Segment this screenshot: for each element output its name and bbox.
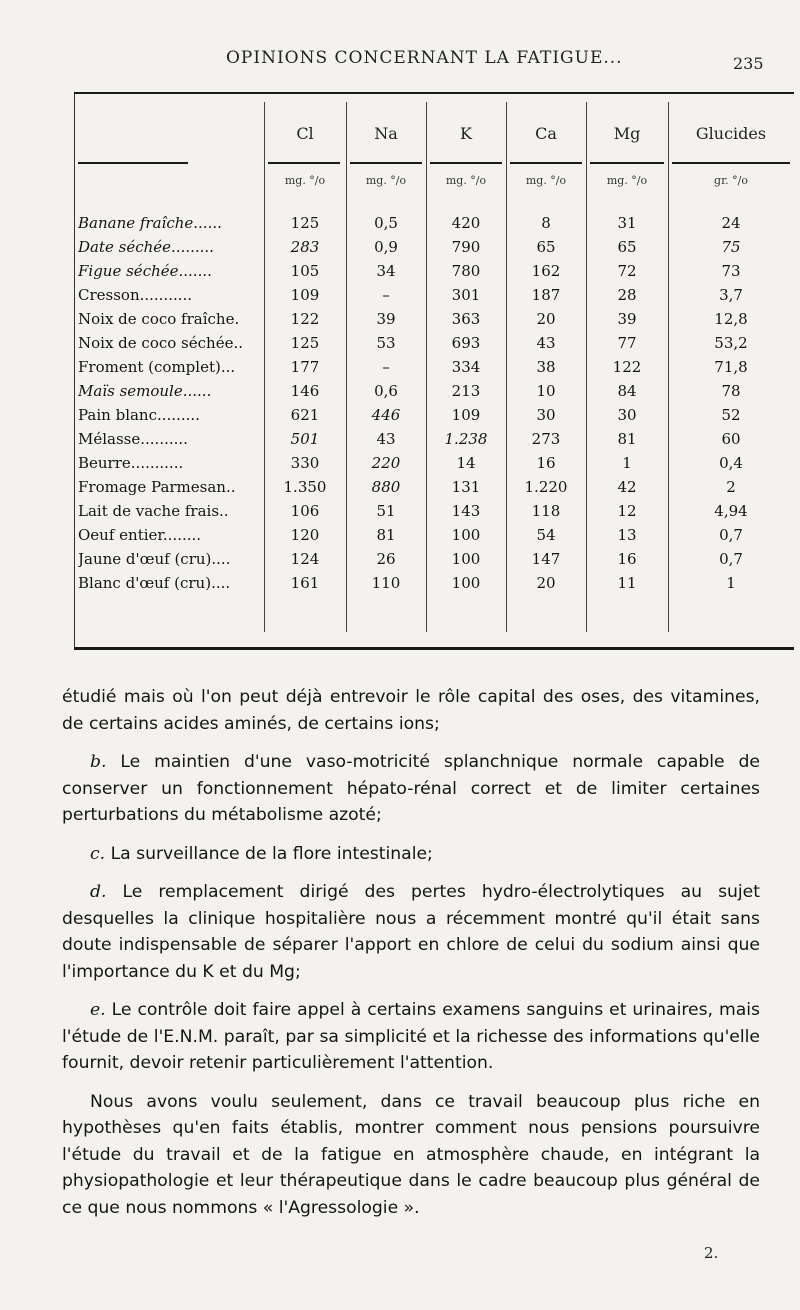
value-cl: 109 bbox=[290, 286, 320, 304]
paragraph-text: Le contrôle doit faire appel à certains examens sanguins et urinaires, mais l'étude de l'E.N.M. paraît, par sa simplicité et la richesse des informations qu'elle fournit, devoir retenir particulièrement l'attention. bbox=[62, 1000, 760, 1073]
value-glucides: 24 bbox=[721, 214, 741, 232]
value-k: 420 bbox=[451, 214, 481, 232]
value-na: – bbox=[382, 358, 390, 376]
value-k: 100 bbox=[451, 574, 481, 592]
value-ca: 20 bbox=[536, 310, 556, 328]
food-name: Lait de vache frais.. bbox=[78, 502, 229, 520]
value-cl: 124 bbox=[290, 550, 320, 568]
value-k: 100 bbox=[451, 550, 481, 568]
value-mg: 1 bbox=[622, 454, 632, 472]
value-cl: 122 bbox=[290, 310, 320, 328]
food-name: Noix de coco séchée.. bbox=[78, 334, 243, 352]
value-mg: 122 bbox=[612, 358, 642, 376]
value-na: 0,9 bbox=[374, 238, 398, 256]
table-row bbox=[74, 284, 794, 308]
table-row bbox=[74, 524, 794, 548]
col-head-k: K bbox=[460, 124, 472, 143]
value-cl: 330 bbox=[290, 454, 320, 472]
table-row bbox=[74, 356, 794, 380]
value-k: 780 bbox=[451, 262, 481, 280]
paragraph-conclusion bbox=[62, 1089, 760, 1222]
running-title: OPINIONS CONCERNANT LA FATIGUE... bbox=[226, 48, 623, 68]
value-cl: 283 bbox=[290, 238, 320, 256]
value-ca: 118 bbox=[531, 502, 561, 520]
value-ca: 54 bbox=[536, 526, 556, 544]
value-ca: 8 bbox=[541, 214, 551, 232]
value-glucides: 0,7 bbox=[719, 526, 743, 544]
value-na: 880 bbox=[371, 478, 401, 496]
table-row bbox=[74, 548, 794, 572]
value-na: 446 bbox=[371, 406, 401, 424]
food-name: Pain blanc......... bbox=[78, 406, 200, 424]
paragraph-b bbox=[62, 749, 760, 829]
header-rule bbox=[590, 162, 664, 164]
value-cl: 1.350 bbox=[283, 478, 327, 496]
value-cl: 125 bbox=[290, 334, 320, 352]
value-k: 693 bbox=[451, 334, 481, 352]
value-glucides: 12,8 bbox=[714, 310, 748, 328]
header-rule bbox=[350, 162, 422, 164]
value-k: 301 bbox=[451, 286, 481, 304]
value-k: 213 bbox=[451, 382, 481, 400]
value-ca: 1.220 bbox=[524, 478, 568, 496]
value-ca: 20 bbox=[536, 574, 556, 592]
food-name: Beurre........... bbox=[78, 454, 184, 472]
value-k: 109 bbox=[451, 406, 481, 424]
value-ca: 187 bbox=[531, 286, 561, 304]
unit-na: mg. °/o bbox=[365, 174, 407, 187]
list-letter: e. bbox=[90, 1000, 106, 1020]
paragraph-text: Nous avons voulu seulement, dans ce travail beaucoup plus riche en hypothèses qu'en faits établis, montrer comment nous pensions poursuivre l'étude du travail et de la fatigue en atmosphère chaude, en intégrant la physiopathologie et leur thérapeutique dans le cadre beaucoup plus général de ce que nous nommons « l'Agressologie ». bbox=[62, 1091, 760, 1218]
food-name: Figue séchée....... bbox=[78, 262, 212, 280]
table-row bbox=[74, 428, 794, 452]
value-ca: 38 bbox=[536, 358, 556, 376]
value-k: 363 bbox=[451, 310, 481, 328]
paragraph-text: Le remplacement dirigé des pertes hydro-électrolytiques au sujet desquelles la clinique hospitalière nous a récemment montré qu'il était sans doute indispensable de séparer l'apport en chlore de celui du sodium ainsi que l'importance du K et du Mg; bbox=[62, 882, 761, 982]
table-row bbox=[74, 572, 794, 596]
col-head-ca: Ca bbox=[535, 124, 557, 143]
value-cl: 146 bbox=[290, 382, 320, 400]
value-glucides: 53,2 bbox=[714, 334, 748, 352]
paragraph-d bbox=[62, 879, 760, 985]
mineral-table bbox=[74, 92, 794, 650]
value-na: 0,6 bbox=[374, 382, 398, 400]
value-cl: 120 bbox=[290, 526, 320, 544]
food-name: Fromage Parmesan.. bbox=[78, 478, 236, 496]
value-mg: 39 bbox=[617, 310, 637, 328]
value-cl: 105 bbox=[290, 262, 320, 280]
value-ca: 162 bbox=[531, 262, 561, 280]
value-mg: 72 bbox=[617, 262, 637, 280]
col-head-na: Na bbox=[374, 124, 398, 143]
value-ca: 43 bbox=[536, 334, 556, 352]
value-na: 43 bbox=[376, 430, 396, 448]
table-row bbox=[74, 260, 794, 284]
body-text bbox=[62, 684, 760, 1233]
table-row bbox=[74, 308, 794, 332]
paragraph-text: Le maintien d'une vaso-motricité splanchnique normale capable de conserver un fonctionnement hépato-rénal correct et de limiter certaines perturbations du métabolisme azoté; bbox=[62, 752, 761, 825]
value-mg: 11 bbox=[617, 574, 637, 592]
food-name: Froment (complet)... bbox=[78, 358, 236, 376]
food-name: Cresson........... bbox=[78, 286, 193, 304]
value-k: 1.238 bbox=[444, 430, 488, 448]
header-rule bbox=[510, 162, 582, 164]
value-cl: 177 bbox=[290, 358, 320, 376]
value-glucides: 0,7 bbox=[719, 550, 743, 568]
value-mg: 65 bbox=[617, 238, 637, 256]
food-name: Blanc d'œuf (cru).... bbox=[78, 574, 231, 592]
value-cl: 501 bbox=[290, 430, 320, 448]
value-mg: 16 bbox=[617, 550, 637, 568]
value-mg: 84 bbox=[617, 382, 637, 400]
value-k: 14 bbox=[456, 454, 476, 472]
table-row bbox=[74, 380, 794, 404]
value-mg: 13 bbox=[617, 526, 637, 544]
list-letter: d. bbox=[90, 882, 107, 902]
value-cl: 161 bbox=[290, 574, 320, 592]
value-na: 110 bbox=[371, 574, 401, 592]
paragraph-text: étudié mais où l'on peut déjà entrevoir le rôle capital des oses, des vitamines, de certains acides aminés, de certains ions; bbox=[62, 687, 760, 734]
table-row bbox=[74, 404, 794, 428]
value-na: 34 bbox=[376, 262, 396, 280]
food-name: Maïs semoule...... bbox=[78, 382, 212, 400]
value-glucides: 0,4 bbox=[719, 454, 743, 472]
value-na: 39 bbox=[376, 310, 396, 328]
signature-mark: 2. bbox=[704, 1244, 719, 1262]
unit-glucides: gr. °/o bbox=[714, 174, 748, 187]
value-na: 53 bbox=[376, 334, 396, 352]
value-glucides: 3,7 bbox=[719, 286, 743, 304]
table-row bbox=[74, 452, 794, 476]
value-na: 51 bbox=[376, 502, 396, 520]
value-ca: 16 bbox=[536, 454, 556, 472]
food-name: Jaune d'œuf (cru).... bbox=[78, 550, 231, 568]
running-head bbox=[0, 48, 800, 78]
value-na: – bbox=[382, 286, 390, 304]
value-na: 81 bbox=[376, 526, 396, 544]
value-k: 100 bbox=[451, 526, 481, 544]
value-k: 790 bbox=[451, 238, 481, 256]
header-rule bbox=[78, 162, 188, 164]
list-letter: c. bbox=[90, 843, 106, 864]
unit-ca: mg. °/o bbox=[525, 174, 567, 187]
list-letter: b. bbox=[90, 752, 107, 772]
value-glucides: 71,8 bbox=[714, 358, 748, 376]
value-mg: 77 bbox=[617, 334, 637, 352]
value-na: 26 bbox=[376, 550, 396, 568]
value-glucides: 2 bbox=[726, 478, 736, 496]
table-row bbox=[74, 500, 794, 524]
value-glucides: 52 bbox=[721, 406, 741, 424]
col-head-glucides: Glucides bbox=[695, 124, 767, 143]
table-row bbox=[74, 476, 794, 500]
value-mg: 81 bbox=[617, 430, 637, 448]
value-mg: 28 bbox=[617, 286, 637, 304]
value-mg: 30 bbox=[617, 406, 637, 424]
value-k: 334 bbox=[451, 358, 481, 376]
value-na: 0,5 bbox=[374, 214, 398, 232]
col-head-mg: Mg bbox=[613, 124, 641, 143]
value-k: 143 bbox=[451, 502, 481, 520]
unit-mg: mg. °/o bbox=[606, 174, 648, 187]
value-cl: 125 bbox=[290, 214, 320, 232]
value-ca: 10 bbox=[536, 382, 556, 400]
food-name: Date séchée......... bbox=[78, 238, 214, 256]
unit-cl: mg. °/o bbox=[284, 174, 326, 187]
table-row bbox=[74, 332, 794, 356]
table-row bbox=[74, 212, 794, 236]
food-name: Banane fraîche...... bbox=[78, 214, 222, 232]
value-glucides: 4,94 bbox=[714, 502, 748, 520]
food-name: Noix de coco fraîche. bbox=[78, 310, 240, 328]
value-cl: 106 bbox=[290, 502, 320, 520]
value-mg: 31 bbox=[617, 214, 637, 232]
col-head-cl: Cl bbox=[296, 124, 314, 143]
unit-k: mg. °/o bbox=[445, 174, 487, 187]
paragraph bbox=[62, 684, 760, 737]
paragraph-c bbox=[62, 841, 760, 868]
value-glucides: 60 bbox=[721, 430, 741, 448]
value-mg: 42 bbox=[617, 478, 637, 496]
paragraph-e bbox=[62, 997, 760, 1077]
value-glucides: 73 bbox=[721, 262, 741, 280]
value-mg: 12 bbox=[617, 502, 637, 520]
food-name: Mélasse.......... bbox=[78, 430, 188, 448]
header-rule bbox=[430, 162, 502, 164]
value-ca: 30 bbox=[536, 406, 556, 424]
table-bottom-rule bbox=[74, 647, 794, 650]
value-na: 220 bbox=[371, 454, 401, 472]
paragraph-text: La surveillance de la flore intestinale; bbox=[110, 843, 433, 864]
value-glucides: 1 bbox=[726, 574, 736, 592]
page-number: 235 bbox=[733, 54, 764, 73]
value-ca: 65 bbox=[536, 238, 556, 256]
value-k: 131 bbox=[451, 478, 481, 496]
header-rule bbox=[672, 162, 790, 164]
value-glucides: 78 bbox=[721, 382, 741, 400]
table-row bbox=[74, 236, 794, 260]
header-rule bbox=[268, 162, 340, 164]
value-cl: 621 bbox=[290, 406, 320, 424]
value-ca: 273 bbox=[531, 430, 561, 448]
value-ca: 147 bbox=[531, 550, 561, 568]
food-name: Oeuf entier........ bbox=[78, 526, 202, 544]
value-glucides: 75 bbox=[721, 238, 741, 256]
